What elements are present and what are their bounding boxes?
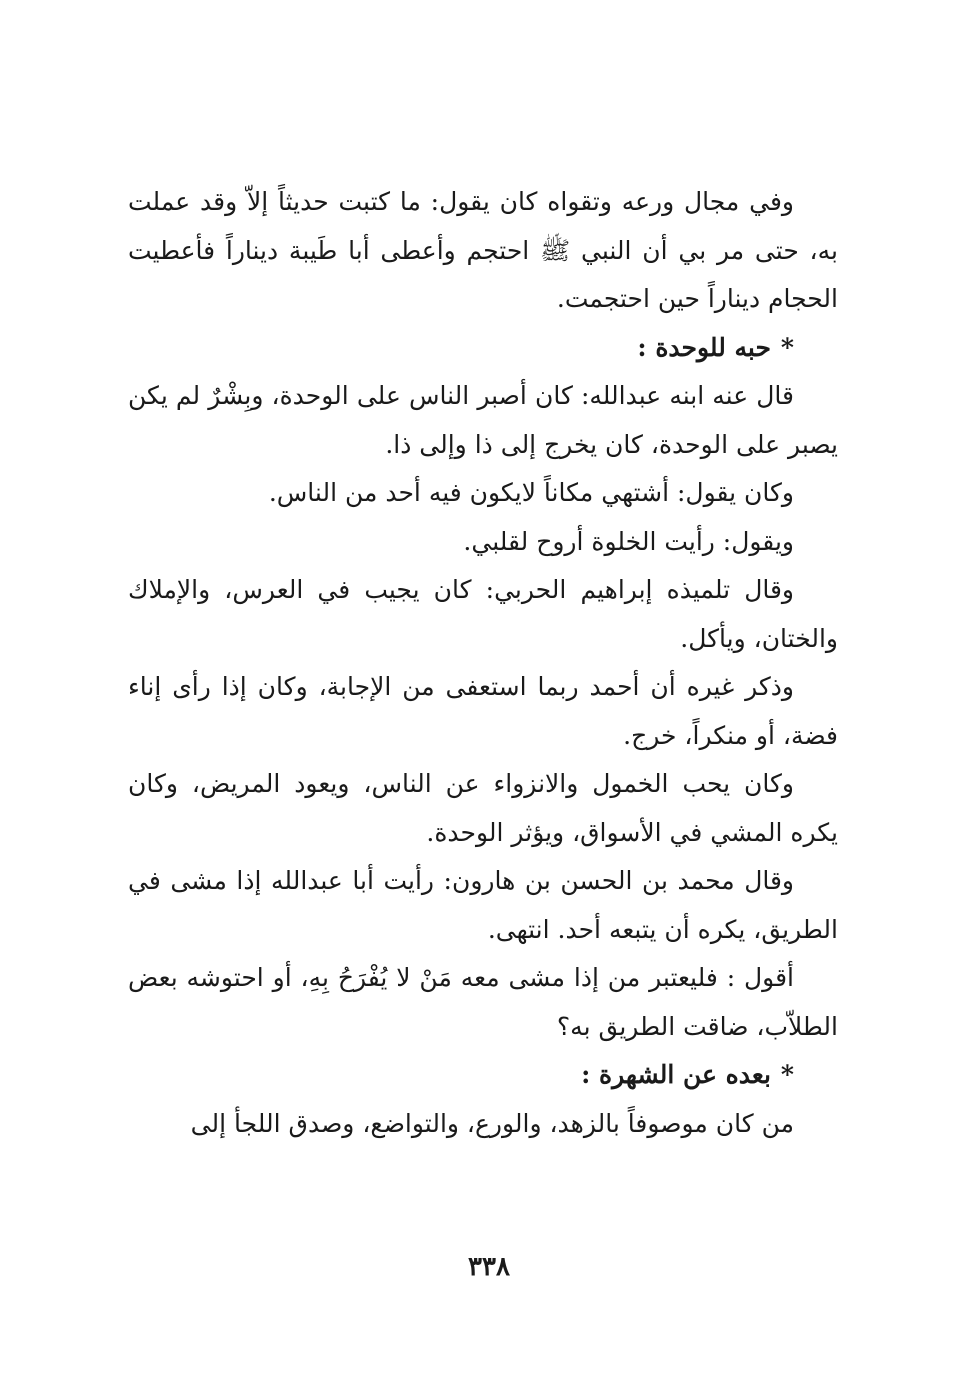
- heading-bullet: *: [780, 332, 794, 362]
- heading-text: حبه للوحدة :: [637, 332, 771, 362]
- body-text: [128, 178, 838, 1148]
- paragraph: وكان يقول: أشتهي مكاناً لايكون فيه أحد من الناس.: [268, 478, 794, 507]
- paragraph: وكان يحب الخمول والانزواء عن الناس، ويعود المريض، وكان يكره المشي في الأسواق، ويؤثر الوحدة.: [128, 769, 838, 847]
- paragraph: من كان موصوفاً بالزهد، والورع، والتواضع، وصدق اللجأ إلى: [190, 1108, 794, 1138]
- paragraph: ويقول: رأيت الخلوة أروح لقلبي.: [463, 526, 794, 556]
- paragraph: وقال محمد بن الحسن بن هارون: رأيت أبا عبدالله إذا مشى في الطريق، يكره أن يتبعه أحد. انتهى.: [128, 866, 838, 944]
- section-heading: [128, 1051, 838, 1100]
- page-number: ٣٣٨: [468, 1252, 510, 1282]
- paragraph: قال عنه ابنه عبدالله: كان أصبر الناس على الوحدة، وبِشْرٌ لم يكن يصبر على الوحدة، كان يخرج إلى ذا وإلى ذا.: [128, 381, 838, 459]
- section-heading: [128, 324, 838, 373]
- heading-text: بعده عن الشهرة :: [581, 1060, 771, 1089]
- paragraph: وقال تلميذه إبراهيم الحربي: كان يجيب في العرس، والإملاك والختان، ويأكل.: [128, 575, 838, 653]
- paragraph: وذكر غيره أن أحمد ربما استعفى من الإجابة، وكان إذا رأى إناء فضة، أو منكراً، خرج.: [128, 672, 838, 750]
- paragraph: أقول : فليعتبر من إذا مشى معه مَنْ لا يُفْرَحُ بِهِ، أو احتوشه بعض الطلاّب، ضاقت الطريق به؟: [128, 963, 838, 1041]
- paragraph: وفي مجال ورعه وتقواه كان يقول: ما كتبت حديثاً إلاّ وقد عملت به، حتى مر بي أن النبي ﷺ احتجم وأعطى أبا طَيبة ديناراً فأعطيت الحجام ديناراً حين احتجمت.: [128, 187, 838, 313]
- heading-bullet: *: [780, 1060, 794, 1089]
